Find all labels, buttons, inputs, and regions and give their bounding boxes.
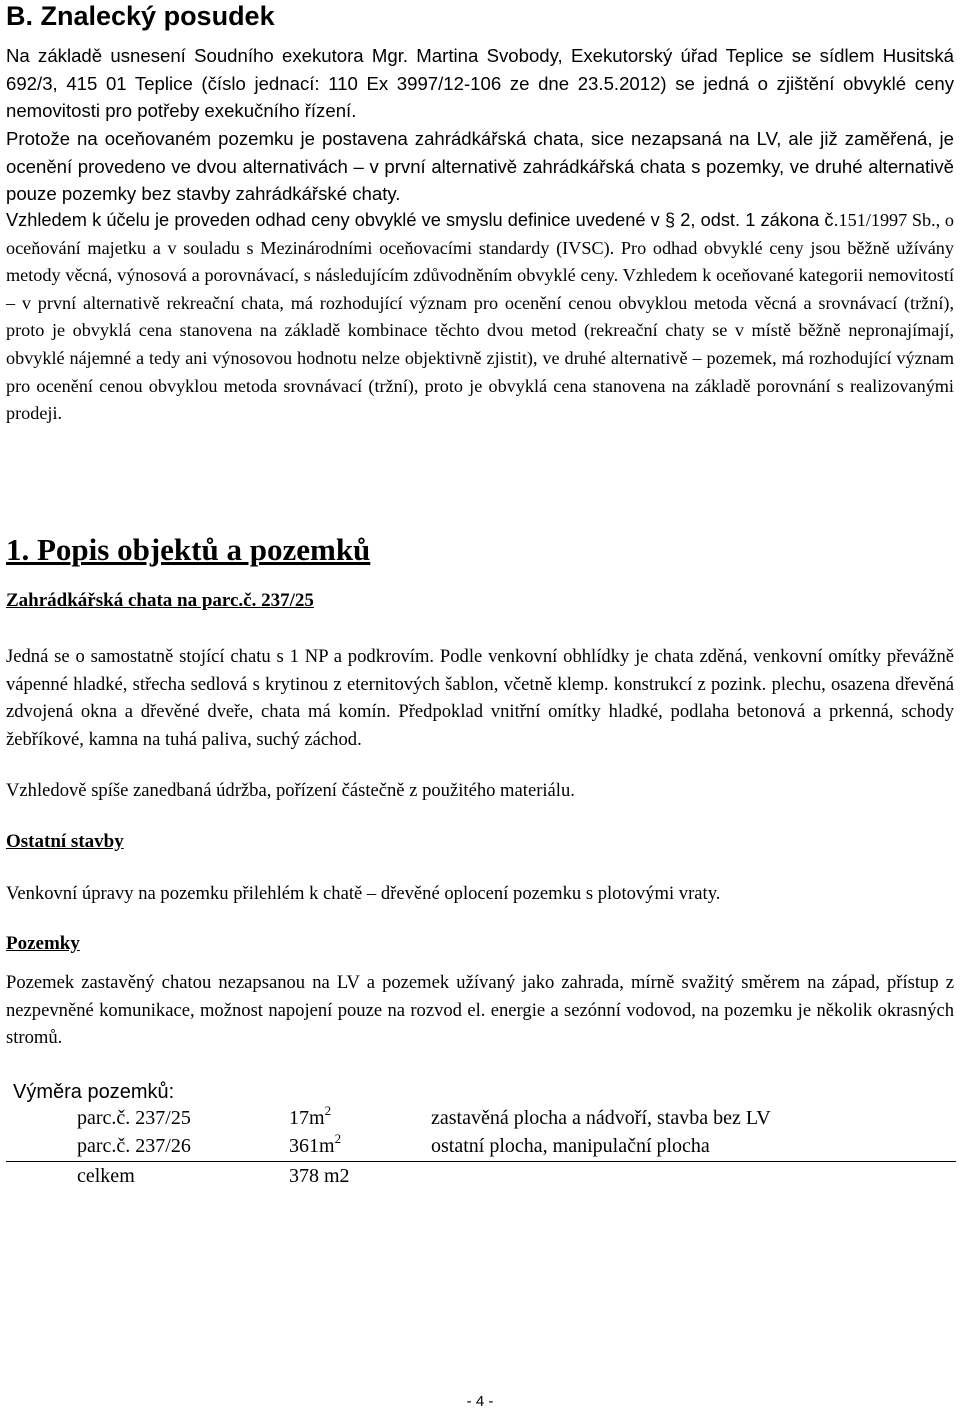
method-paragraph-sans-part: Vzhledem k účelu je proveden odhad ceny obvyklé ve smyslu definice uvedené v § 2, odst. 1 zákona č.	[6, 210, 839, 230]
intro-paragraph: Na základě usnesení Soudního exekutora Mgr. Martina Svobody, Exekutorský úřad Teplice se sídlem Husitská 692/3, 415 01 Teplice (číslo jednací: 110 Ex 3997/12-106 ze dne 23.5.2012) se jedná o zjištění obvyklé ceny nemovitosti pro potřeby exekučního řízení.	[6, 45, 954, 122]
total-label: celkem	[77, 1165, 135, 1187]
section-title: 1. Popis objektů a pozemků	[6, 532, 371, 567]
chata-maintenance: Vzhledově spíše zanedbaná údržba, pořízení částečně z použitého materiálu.	[6, 780, 575, 801]
pozemky-text: Pozemek zastavěný chatou nezapsanou na LV a pozemek užívaný jako zahrada, mírně svažitý směrem na západ, přístup z nezpevněné komunikace, možnost napojení pouze na rozvod el. energie a sezónní vodovod, na pozemku je několik okrasných stromů.	[6, 972, 954, 1049]
parcel-area: $17m^2$	[289, 1103, 332, 1129]
method-paragraph	[6, 207, 954, 428]
table-divider	[6, 1161, 956, 1162]
ostatni-stavby-title: Ostatní stavby	[6, 831, 124, 852]
alternatives-paragraph: Protože na oceňovaném pozemku je postavena zahrádkářská chata, sice nezapsaná na LV, ale již zaměřená, je ocenění provedeno ve dvou alternativách – v první alternativě zahrádkářská chata s pozemky, ve druhé alternativě pouze pozemky bez stavby zahrádkářské chaty.	[6, 128, 954, 205]
parcel-description: zastavěná plocha a nádvoří, stavba bez LV	[431, 1107, 771, 1129]
method-paragraph-serif-part: 151/1997 Sb., o oceňování majetku a v souladu s Mezinárodními oceňovacími standardy (IVSC). Pro odhad obvyklé ceny jsou běžně užívány metody věcná, výnosová a porovnávací, s následujícím zdůvodněním obvyklé ceny. Vzhledem k oceňované kategorii nemovitostí – v první alternativě rekreační chata, má rozhodující význam pro ocenění cenou obvyklou metoda věcná a srovnávací (tržní), proto je obvyklá cena stanovena na základě kombinace těchto dvou metod (rekreační chaty se v místě běžně nepronajímají, obvyklé nájemné a tedy ani výnosovou hodnotu nelze objektivně zjistit), ve druhé alternativě – pozemek, má rozhodující význam pro ocenění cenou obvyklou metoda srovnávací (tržní), proto je obvyklá cena stanovena na základě porovnání s realizovanými prodeji.	[6, 210, 955, 424]
parcel-description: ostatní plocha, manipulační plocha	[431, 1135, 710, 1157]
parcel-number: parc.č. 237/26	[77, 1135, 191, 1157]
ostatni-stavby-text: Venkovní úpravy na pozemku přilehlém k chatě – dřevěné oplocení pozemku s plotovými vraty.	[6, 883, 721, 904]
pozemky-title: Pozemky	[6, 933, 80, 954]
parcel-area: $361m^2$	[289, 1131, 342, 1157]
page-number: - 4 -	[466, 1393, 494, 1410]
document-heading: B. Znalecký posudek	[6, 1, 275, 31]
chata-title: Zahrádkářská chata na parc.č. 237/25	[6, 590, 314, 611]
total-value: 378 m2	[289, 1165, 350, 1187]
parcel-number: parc.č. 237/25	[77, 1107, 191, 1129]
vymera-label: Výměra pozemků:	[13, 1081, 175, 1103]
chata-description: Jedná se o samostatně stojící chatu s 1 NP a podkrovím. Podle venkovní obhlídky je chata zděná, venkovní omítky převážně vápenné hladké, střecha sedlová s krytinou z eternitových šablon, včetně klemp. konstrukcí z pozink. plechu, osazena dřevěná zdvojená okna a dřevěné dveře, chata má komín. Předpoklad vnitřní omítky hladké, podlaha betonová a prkenná, schody žebříkové, kamna na tuhá paliva, suchý záchod.	[6, 646, 954, 750]
